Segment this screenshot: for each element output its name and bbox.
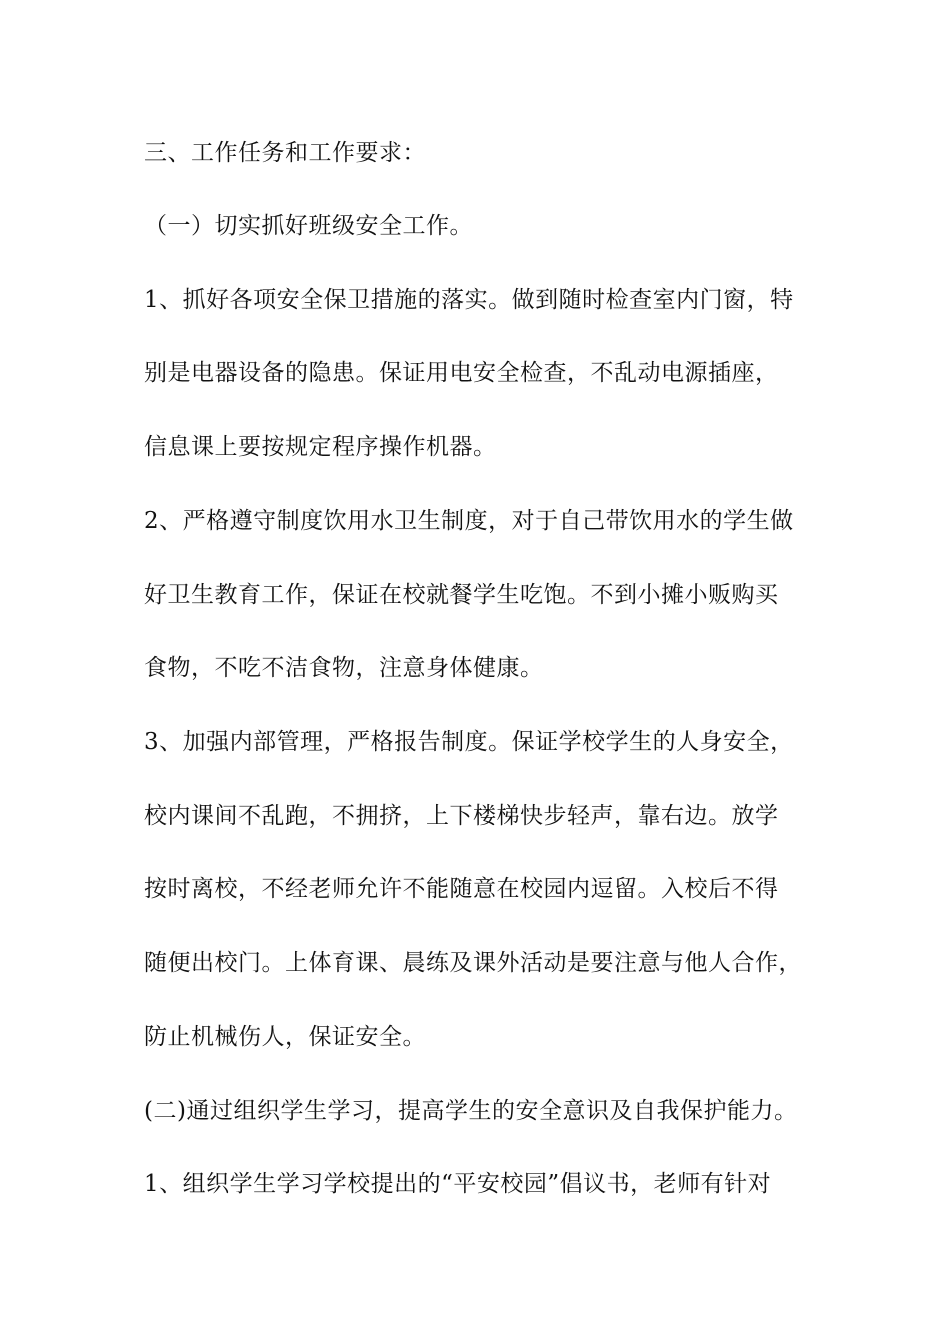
paragraph-line: 按时离校，不经老师允许不能随意在校园内逗留。入校后不得 [144, 876, 779, 902]
paragraph-line: 3、加强内部管理，严格报告制度。保证学校学生的人身安全， [144, 729, 794, 755]
paragraph-line: 信息课上要按规定程序操作机器。 [144, 434, 497, 460]
subsection-heading: （一）切实抓好班级安全工作。 [144, 213, 473, 239]
section-heading: 三、工作任务和工作要求： [144, 140, 426, 166]
paragraph-line: 2、严格遵守制度饮用水卫生制度，对于自己带饮用水的学生做 [144, 508, 794, 534]
paragraph-line: 随便出校门。上体育课、晨练及课外活动是要注意与他人合作， [144, 950, 802, 976]
paragraph-line: 别是电器设备的隐患。保证用电安全检查，不乱动电源插座， [144, 360, 779, 386]
paragraph-line: 1、组织学生学习学校提出的“平安校园”倡议书，老师有针对 [144, 1171, 772, 1197]
paragraph-line: 防止机械伤人，保证安全。 [144, 1024, 426, 1050]
paragraph-line: 1、抓好各项安全保卫措施的落实。做到随时检查室内门窗，特 [144, 287, 794, 313]
paragraph-line: 好卫生教育工作，保证在校就餐学生吃饱。不到小摊小贩购买 [144, 582, 779, 608]
subsection-heading: (二)通过组织学生学习，提高学生的安全意识及自我保护能力。 [144, 1098, 798, 1124]
paragraph-line: 校内课间不乱跑，不拥挤，上下楼梯快步轻声，靠右边。放学 [144, 803, 779, 829]
paragraph-line: 食物，不吃不洁食物，注意身体健康。 [144, 655, 544, 681]
